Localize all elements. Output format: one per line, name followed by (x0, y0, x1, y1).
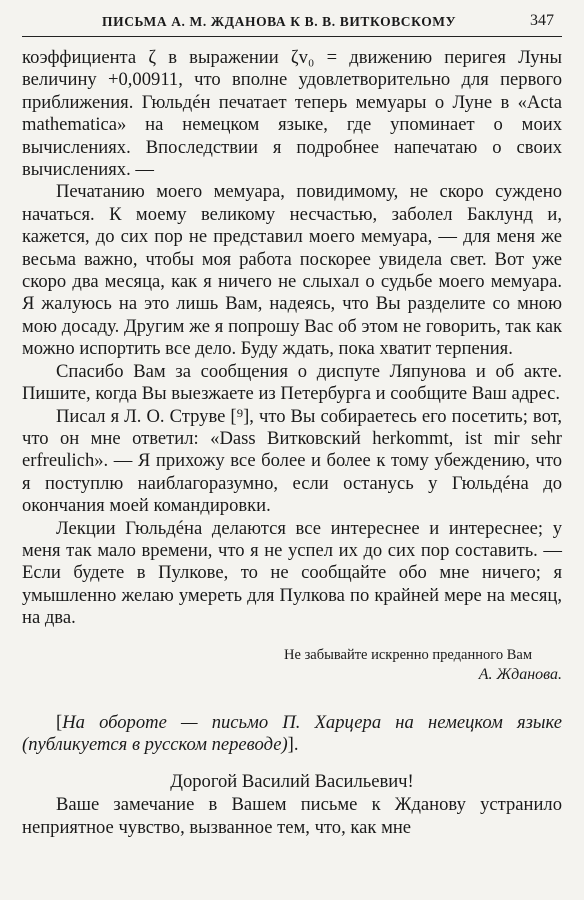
editorial-note (22, 712, 562, 757)
paragraph-4: Писал я Л. О. Струве [⁹], что Вы собираетесь его посетить; вот, что он мне ответил: «Dass Витковский herkommt, ist mir sehr erfreulich». — Я прихожу все более и более к тому убеждению, что я поступлю наиблагоразумно, если останусь у Гюльдéна до окончания моей командировки. (22, 405, 562, 517)
paragraph-5: Лекции Гюльдéна делаются все интереснее и интереснее; у меня так мало времени, что я не успел их до сих пор составить. — Если будете в Пулкове, то не сообщайте обо мне ничего; я умышленно желаю умереть для Пулкова по крайней мере на месяц, на два. (22, 517, 562, 629)
paragraph-1: коэффициента ζ в выражении ζv₀ = движению перигея Луны величину +0,00911, что вполне удовлетворительно для первого приближения. Гюльдéн печатает теперь мемуары о Луне в «Acta mathematica» на немецком языке, где упоминает о моих вычислениях. Впоследствии я подробнее напечатаю о своих вычислениях. — (22, 47, 562, 181)
note-open-bracket: [ (56, 711, 63, 733)
page-number: 347 (530, 12, 554, 29)
running-title: ПИСЬМА А. М. ЖДАНОВА К В. В. ВИТКОВСКОМУ (102, 14, 457, 29)
paragraph-3: Спасибо Вам за сообщения о диспуте Ляпунова и об акте. Пишите, когда Вы выезжаете из Петербурга и сообщите Ваш адрес. (22, 360, 562, 405)
note-close-bracket: ]. (287, 733, 299, 755)
running-header (22, 10, 562, 37)
signature-closing: Не забывайте искренно преданного Вам (284, 646, 532, 663)
note-text: На обороте — письмо П. Харцера на немецком языке (публикуется в русском переводе) (22, 711, 562, 755)
signature-name: А. Жданова. (478, 665, 562, 683)
letter-body (22, 47, 562, 839)
paragraph-2: Печатанию моего мемуара, повидимому, не скоро суждено начаться. К моему великому несчастью, заболел Баклунд и, кажется, до сих пор не представил моего мемуара, — для меня же весьма важно, чтобы моя работа поскорее увидела свет. Вот уже скоро два месяца, как я ничего не слыхал о судьбе моего мемуара. Я жалуюсь на это лишь Вам, надеясь, что Вы разделите со мною мою досаду. Другим же я попрошу Вас об этом не говорить, так как можно испортить все дело. Буду ждать, пока хватит терпения. (22, 181, 562, 360)
signature-block (22, 646, 562, 684)
closing-paragraph: Ваше замечание в Вашем письме к Жданову устранило неприятное чувство, вызванное тем, что, как мне (22, 794, 562, 838)
greeting: Дорогой Василий Васильевич! (170, 771, 414, 793)
